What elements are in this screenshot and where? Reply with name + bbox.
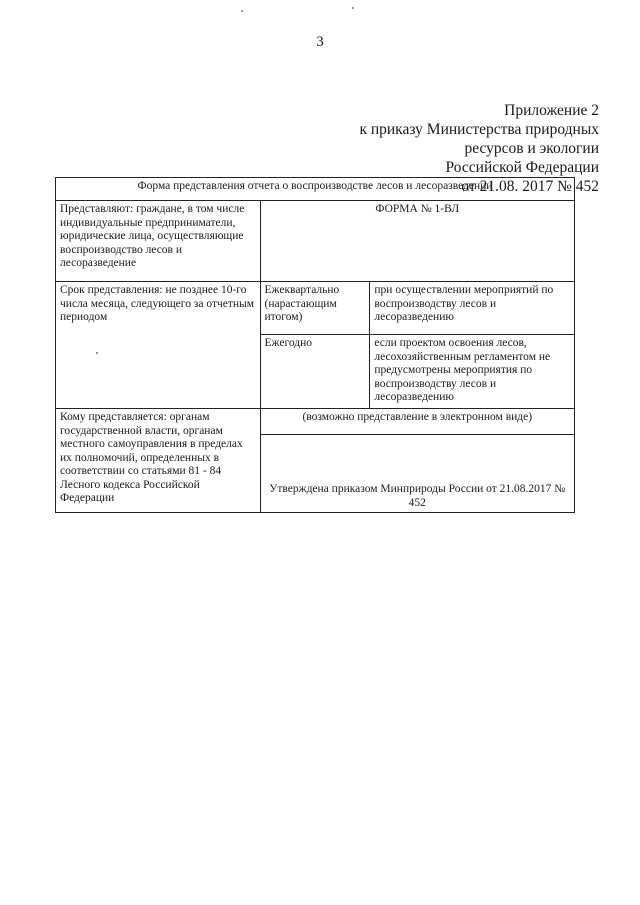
appendix-date: от 21.08. 2017 № 452 (461, 178, 599, 195)
quarterly-condition: при осуществлении мероприятий по воспроизводству лесов и лесоразведению (370, 282, 575, 335)
form-title: Форма представления отчета о воспроизводстве лесов и лесоразведении (56, 178, 575, 201)
submitters-cell: Представляют: граждане, в том числе индивидуальные предприниматели, юридические лица, осуществляющие воспроизводство лесов и лесоразведение (56, 201, 261, 282)
form-number: ФОРМА № 1-ВЛ (260, 201, 574, 282)
appendix-title: Приложение 2 (504, 102, 599, 119)
scan-speck (352, 7, 354, 9)
deadline-cell: Срок представления: не позднее 10-го числа месяца, следующего за отчетным периодом (56, 282, 261, 409)
appendix-line: Российской Федерации (445, 159, 599, 176)
report-form-table (55, 177, 575, 513)
electronic-note: (возможно представление в электронном виде) (260, 409, 574, 435)
appendix-line: ресурсов и экологии (464, 140, 599, 157)
scan-speck (241, 10, 243, 12)
appendix-line: к приказу Министерства природных (359, 121, 599, 138)
approval-note: Утверждена приказом Минприроды России от 21.08.2017 № 452 (260, 435, 574, 513)
annual-label: Ежегодно (260, 335, 370, 409)
recipients-cell: Кому представляется: органам государственной власти, органам местного самоуправления в пределах их полномочий, определенных в соответствии со статьями 81 - 84 Лесного кодекса Российской Федерации (56, 409, 261, 513)
page-number: 3 (316, 34, 324, 50)
scan-speck (96, 352, 98, 354)
quarterly-label: Ежеквартально (нарастающим итогом) (260, 282, 370, 335)
annual-condition: если проектом освоения лесов, лесохозяйственным регламентом не предусмотрены мероприятия по воспроизводству лесов и лесоразведению (370, 335, 575, 409)
